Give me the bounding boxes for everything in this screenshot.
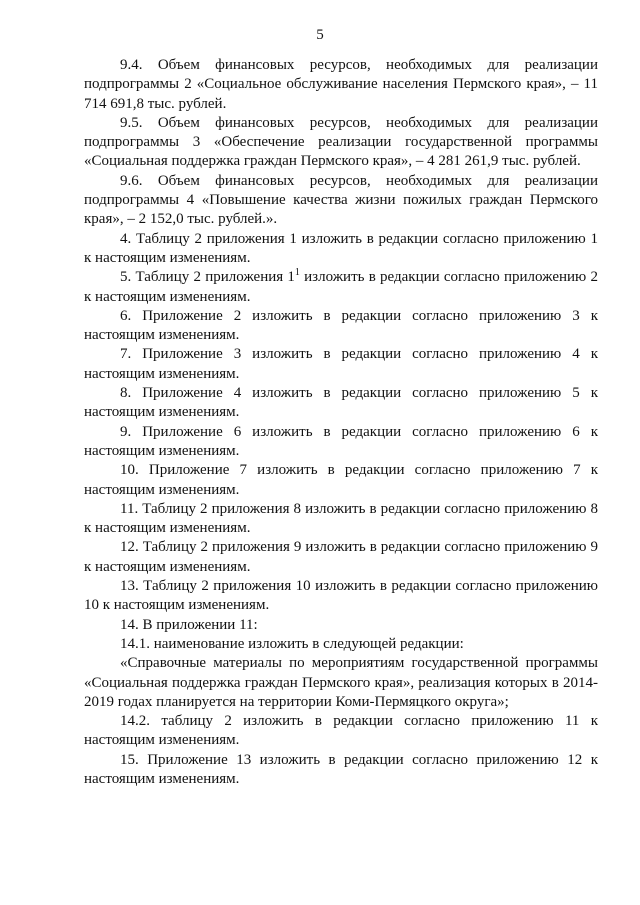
- page-number: 5: [316, 27, 324, 43]
- paragraph-14: 14. В приложении 11:: [120, 616, 258, 633]
- paragraph-10: 10. Приложение 7 изложить в редакции согласно приложению 7 к настоящим изменениям.: [84, 462, 598, 498]
- paragraph-14-2: 14.2. таблицу 2 изложить в редакции согласно приложению 11 к настоящим изменениям.: [84, 713, 598, 749]
- paragraph-8: 8. Приложение 4 изложить в редакции согласно приложению 5 к настоящим изменениям.: [84, 385, 598, 421]
- paragraph-7: 7. Приложение 3 изложить в редакции согласно приложению 4 к настоящим изменениям.: [84, 346, 598, 382]
- paragraph-9-4: 9.4. Объем финансовых ресурсов, необходимых для реализации подпрограммы 2 «Социальное обслуживание населения Пермского края», – 11 714 691,8 тыс. рублей.: [84, 57, 598, 112]
- paragraph-5-text-before: 5. Таблицу 2 приложения 1: [120, 269, 295, 286]
- document-body: [84, 56, 598, 789]
- paragraph-6: 6. Приложение 2 изложить в редакции согласно приложению 3 к настоящим изменениям.: [84, 307, 598, 344]
- paragraph-12: 12. Таблицу 2 приложения 9 изложить в редакции согласно приложению 9 к настоящим изменениям.: [84, 539, 598, 575]
- paragraph-15: 15. Приложение 13 изложить в редакции согласно приложению 12 к настоящим изменениям.: [84, 751, 598, 787]
- paragraph-14-1: 14.1. наименование изложить в следующей редакции:: [120, 635, 464, 652]
- paragraph-5-text-after: изложить в редакции согласно приложению 2 к настоящим изменениям.: [84, 269, 598, 305]
- paragraph-9: 9. Приложение 6 изложить в редакции согласно приложению 6 к настоящим изменениям.: [84, 423, 598, 459]
- paragraph-5-superscript: 1: [294, 267, 300, 279]
- paragraph-14-1-quote: «Справочные материалы по мероприятиям государственной программы «Социальная поддержка граждан Пермского края», реализация которых в 2014-2019 годах планируется на территории Коми-Пермяцкого округа»;: [84, 655, 598, 710]
- paragraph-4: 4. Таблицу 2 приложения 1 изложить в редакции согласно приложению 1 к настоящим изменениям.: [84, 230, 598, 266]
- paragraph-11: 11. Таблицу 2 приложения 8 изложить в редакции согласно приложению 8 к настоящим изменениям.: [84, 500, 598, 537]
- paragraph-13: 13. Таблицу 2 приложения 10 изложить в редакции согласно приложению 10 к настоящим изменениям.: [84, 578, 598, 614]
- paragraph-9-6: 9.6. Объем финансовых ресурсов, необходимых для реализации подпрограммы 4 «Повышение качества жизни пожилых граждан Пермского края», – 2 152,0 тыс. рублей.».: [84, 172, 598, 228]
- paragraph-9-5: 9.5. Объем финансовых ресурсов, необходимых для реализации подпрограммы 3 «Обеспечение реализации государственной программы «Социальная поддержка граждан Пермского края», – 4 281 261,9 тыс. рублей.: [84, 114, 598, 170]
- paragraph-5: [84, 268, 598, 307]
